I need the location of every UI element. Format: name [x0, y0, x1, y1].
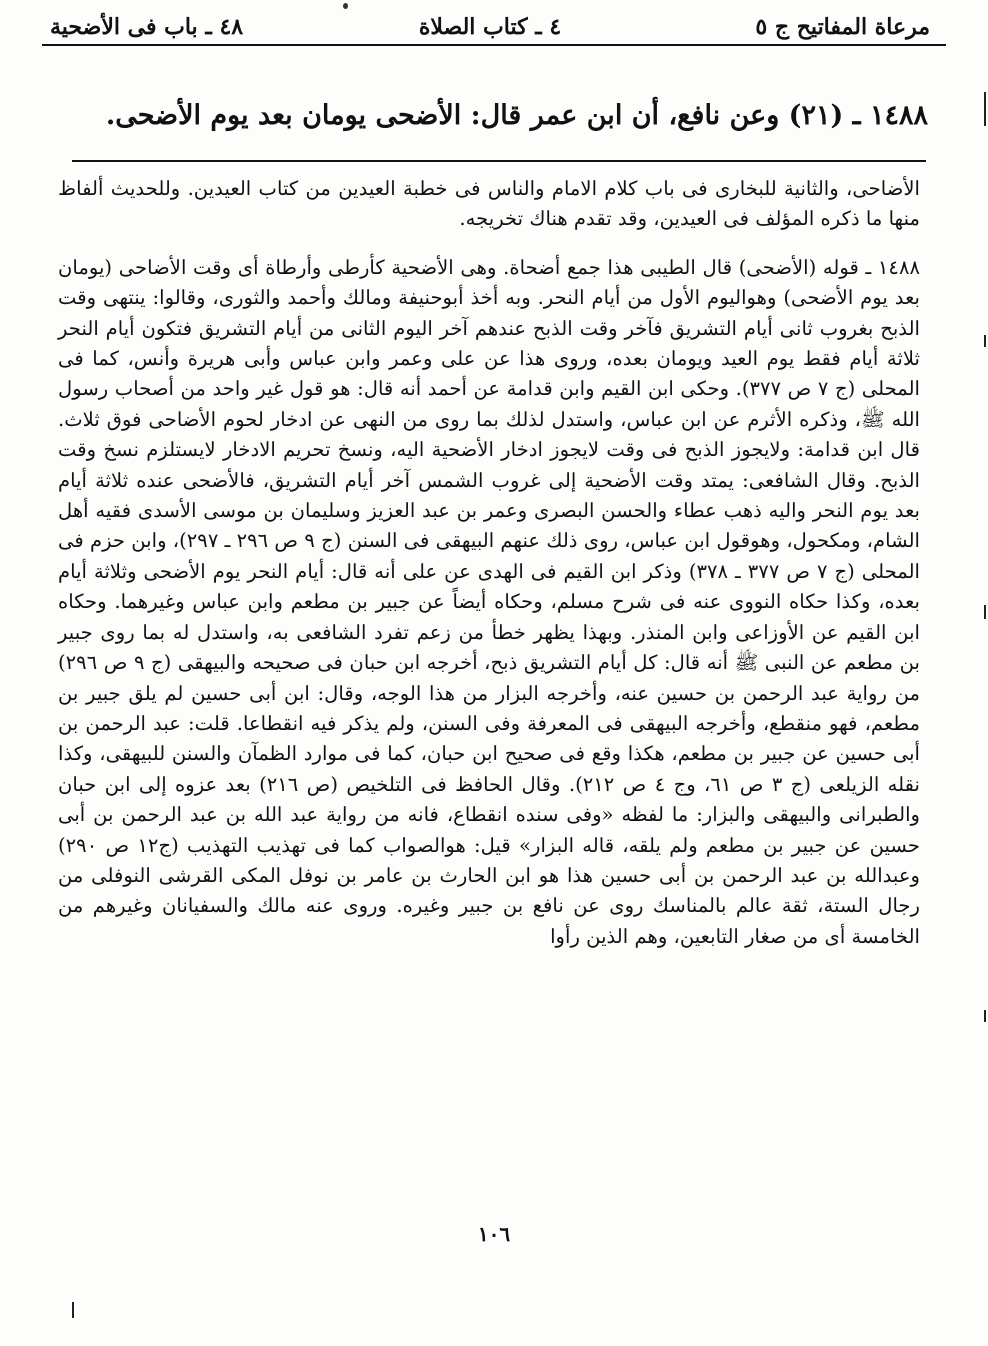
commentary-divider: [72, 160, 926, 162]
margin-mark: [984, 92, 986, 126]
commentary-body: [58, 174, 920, 952]
hadith-text: ١٤٨٨ ـ (٢١) وعن نافع، أن ابن عمر قال: الأضحى يومان بعد يوم الأضحى.: [105, 100, 928, 131]
scan-speck: [343, 3, 348, 9]
header-chapter: ٤ ـ كتاب الصلاة: [418, 14, 562, 40]
margin-mark: [984, 335, 986, 347]
header-section: ٤٨ ـ باب فى الأضحية: [50, 14, 244, 40]
header-book-title: مرعاة المفاتيح ج ٥: [755, 14, 930, 40]
commentary-paragraph: الأضاحى، والثانية للبخارى فى باب كلام الامام والناس فى خطبة العيدين من كتاب العيدين. وللحديث ألفاظ منها ما ذكره المؤلف فى العيدين، وقد تقدم هناك تخريجه.: [58, 177, 920, 231]
margin-mark: [72, 1302, 74, 1318]
margin-mark: [984, 605, 986, 619]
commentary-paragraph: ١٤٨٨ ـ قوله (الأضحى) قال الطيبى هذا جمع أضحاة. وهى الأضحية كأرطى وأرطاة أى وقت الأضاحى (يومان بعد يوم الأضحى) وهواليوم الأول من أيام النحر. وبه أخذ أبوحنيفة ومالك وأحمد والثورى، وقالوا: ينتهى وقت الذبح بغروب ثانى أيام التشريق فآخر وقت الذبح عندهم آخر اليوم الثانى من أيام التشريق فتكون أيام النحر ثلاثة أيام فقط يوم العيد ويومان بعده، وروى هذا عن على وعمر وابن عباس وأبى هريرة وأنس، كما فى المحلى (ج ٧ ص ٣٧٧). وحكى ابن القيم وابن قدامة عن أحمد أنه قال: هو قول غير واحد من أصحاب رسول الله ﷺ، وذكره الأثرم عن ابن عباس، واستدل لذلك بما روى من النهى عن ادخار لحوم الأضاحى فوق ثلاث. قال ابن قدامة: ولايجوز الذبح فى وقت لايجوز ادخار الأضحية اليه، ونسخ تحريم الادخار لايستلزم نسخ وقت الذبح. وقال الشافعى: يمتد وقت الأضحية إلى غروب الشمس آخر أيام التشريق، فالأضحى عنده ثلاثة أيام بعد يوم النحر واليه ذهب عطاء والحسن البصرى وعمر بن عبد العزيز وسليمان بن موسى الأسدى فقيه أهل الشام، ومكحول، وهوقول ابن عباس، روى ذلك عنهم البيهقى فى السنن (ج ٩ ص ٢٩٦ ـ ٢٩٧)، وابن حزم فى المحلى (ج ٧ ص ٣٧٧ ـ ٣٧٨) وذكر ابن القيم فى الهدى عن على أنه قال: أيام النحر يوم الأضحى وثلاثة أيام بعده، وكذا حكاه النووى عنه فى شرح مسلم، وحكاه أيضاً عن جبير بن مطعم وابن عباس وغيرهما. وحكاه ابن القيم عن الأوزاعى وابن المنذر. وبهذا يظهر خطأ من زعم تفرد الشافعى به، واستدل له بما روى جبير بن مطعم عن النبى ﷺ أنه قال: كل أيام التشريق ذبح، أخرجه ابن حبان فى صحيحه والبيهقى (ج ٩ ص ٢٩٦) من رواية عبد الرحمن بن حسين عنه، وأخرجه البزار من هذا الوجه، وقال: ابن أبى حسين لم يلق جبير بن مطعم، فهو منقطع، وأخرجه البيهقى فى المعرفة وفى السنن، ولم يذكر فيه انقطاعا. قلت: عبد الرحمن بن أبى حسين عن جبير بن مطعم، هكذا وقع فى صحيح ابن حبان، كما فى موارد الظمآن والسنن للبيهقى، وكذا نقله الزيلعى (ج ٣ ص ٦١، وج ٤ ص ٢١٢). وقال الحافظ فى التلخيص (ص ٢١٦) بعد عزوه إلى ابن حبان والطبرانى والبيهقى والبزار: ما لفظه «وفى سنده انقطاع، فانه من رواية عبد الله بن عبد الرحمن بن أبى حسين عن جبير بن مطعم ولم يلقه، قاله البزار» قيل: هوالصواب كما فى تهذيب التهذيب (ج١٢ ص ٢٩٠) وعبدالله بن عبد الرحمن بن أبى حسين هذا هو ابن الحارث بن عامر بن نوفل المكى القرشى النوفلى من رجال الستة، ثقة عالم بالمناسك روى عن نافع بن جبير وغيره. وروى عنه مالك والسفيانان وغيرهم من الخامسة أى من صغار التابعين، وهم الذين رأوا: [58, 255, 920, 948]
header-rule: [42, 44, 946, 46]
margin-mark: [984, 1010, 986, 1022]
running-header: [50, 14, 930, 44]
page-number: ١٠٦: [477, 1222, 511, 1246]
